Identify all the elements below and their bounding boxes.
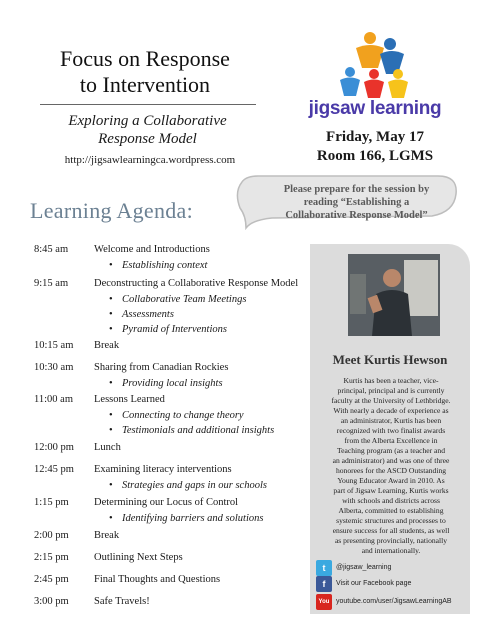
twitter-handle: @jigsaw_learning [336,564,392,571]
facebook-icon: f [316,576,332,592]
agenda-title-text: Determining our Locus of Control [94,497,239,508]
title-divider [40,104,256,105]
bio-line: ensure success for all students, as well [332,526,450,535]
agenda-time: 11:00 am [34,394,73,405]
bio-line: systemic structures and processes to [336,516,446,525]
title-line-2: to Intervention [79,72,211,97]
bio-line: Teaching program (as a teacher and [336,446,446,455]
bio-line: With nearly a decade of experience as [333,406,449,415]
callout-line-1: Please prepare for the session by [283,184,430,195]
title-line-1: Focus on Response [60,46,230,71]
twitter-icon: t [316,560,332,576]
agenda-time: 2:00 pm [34,530,69,541]
bio-line: part of Jigsaw Learning, Kurtis works [333,486,449,495]
agenda-subitem: • Collaborative Team Meetings [109,292,319,307]
youtube-url: youtube.com/user/JigsawLearningAB [336,598,452,605]
agenda-title-text: Welcome and Introductions [94,244,210,255]
youtube-link[interactable] [316,594,466,612]
bio-line: with schools and districts across [342,496,440,505]
bio-line: honorees for the ASCD Outstanding [335,466,447,475]
callout-text [264,183,449,222]
agenda-subitem: • Pyramid of Interventions [109,322,319,337]
agenda-time: 2:45 pm [34,574,69,585]
facebook-label: Visit our Facebook page [336,580,412,587]
agenda-subitem: • Establishing context [109,258,319,273]
bio-line: principal, principal and is currently [337,386,445,395]
agenda-subitem: • Identifying barriers and solutions [109,511,319,526]
event-date: Friday, May 17 [326,129,424,145]
speaker-bio [318,376,464,556]
jigsaw-people-logo [330,30,420,100]
agenda-time: 3:00 pm [34,596,69,607]
agenda-time: 1:15 pm [34,497,69,508]
agenda-title-text: Break [94,530,120,541]
bio-line: Young Educator Award in 2010. As [337,476,445,485]
agenda-title-text: Outlining Next Steps [94,552,183,563]
agenda-time: 12:00 pm [34,442,74,453]
agenda-time: 9:15 am [34,278,69,289]
brand-name: jigsaw learning [308,98,442,119]
agenda-subitem: • Testimonials and additional insights [109,423,319,438]
callout-line-2: reading “Establishing a [303,197,410,208]
callout-line-3: Collaborative Response Model” [285,210,428,221]
agenda-time: 10:15 am [34,340,74,351]
agenda-title-text: Deconstructing a Collaborative Response Model [94,278,299,289]
bio-line: and internationally. [361,546,421,555]
agenda-subitem: • Assessments [109,307,319,322]
agenda-time: 10:30 am [34,362,74,373]
youtube-icon: You [316,594,332,610]
subtitle-line-1: Exploring a Collaborative [68,113,227,129]
bio-line: recognized with two finalist awards [336,426,446,435]
speaker-heading: Meet Kurtis Hewson [332,352,448,367]
bio-line: as presenting provincially, nationally [334,536,448,545]
blog-url-link[interactable]: http://jigsawlearningca.wordpress.com [64,154,236,166]
agenda-title-text: Break [94,340,120,351]
bio-line: Kurtis has been a teacher, vice- [343,376,439,385]
agenda-title-text: Sharing from Canadian Rockies [94,362,229,373]
agenda-title-text: Examining literacy interventions [94,464,232,475]
agenda-subitem: • Connecting to change theory [109,408,319,423]
agenda-time: 8:45 am [34,244,69,255]
bio-line: faculty at the University of Lethbridge. [331,396,451,405]
speaker-photo [348,254,440,336]
agenda-time: 12:45 pm [34,464,74,475]
agenda-title-text: Lessons Learned [94,394,165,405]
bio-line: from the Alberta Excellence in [344,436,438,445]
agenda-subitem: • Providing local insights [109,376,319,391]
bio-line: Alberta, committed to establishing [338,506,444,515]
agenda-subitem: • Strategies and gaps in our schools [109,478,319,493]
agenda-title-text: Final Thoughts and Questions [94,574,221,585]
agenda-title: Learning Agenda: [30,198,194,223]
subtitle-line-2: Response Model [98,131,197,147]
page-subtitle [30,112,265,148]
bio-line: an administrator, Kurtis has been [340,416,442,425]
agenda-title-text: Safe Travels! [94,596,150,607]
page-title [20,46,270,98]
agenda-time: 2:15 pm [34,552,69,563]
event-room: Room 166, LGMS [316,148,434,164]
event-details [290,128,460,166]
bio-line: an administrator) and was one of three [332,456,450,465]
facebook-link[interactable] [316,576,466,594]
agenda-title-text: Lunch [94,442,121,453]
